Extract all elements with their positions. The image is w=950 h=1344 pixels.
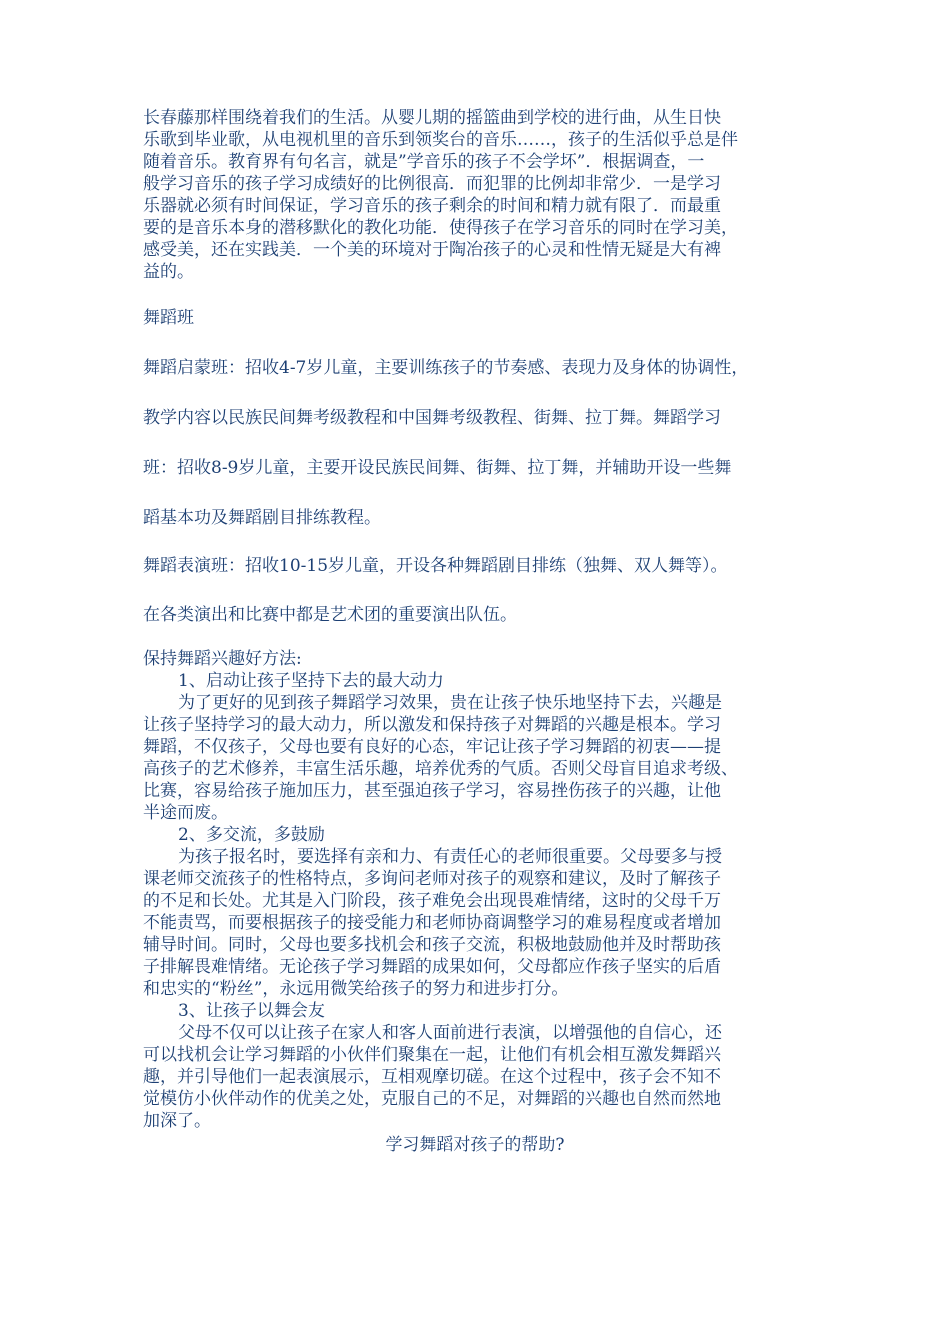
section-line: 趣，并引导他们一起表演展示，互相观摩切磋。在这个过程中，孩子会不知不	[143, 1067, 721, 1087]
dance-class-line: 在各类演出和比赛中都是艺术团的重要演出队伍。	[143, 605, 517, 625]
section-line: 让孩子坚持学习的最大动力，所以激发和保持孩子对舞蹈的兴趣是根本。学习	[143, 715, 721, 735]
section-line: 不能责骂，而要根据孩子的接受能力和老师协商调整学习的难易程度或者增加	[143, 913, 721, 933]
section-line: 子排解畏难情绪。无论孩子学习舞蹈的成果如何，父母都应作孩子坚实的后盾	[143, 957, 721, 977]
closing-heading: 学习舞蹈对孩子的帮助?	[385, 1135, 565, 1155]
section-line: 为了更好的见到孩子舞蹈学习效果，贵在让孩子快乐地坚持下去，兴趣是	[178, 693, 722, 713]
dance-class-line: 班：招收8-9岁儿童，主要开设民族民间舞、街舞、拉丁舞，并辅助开设一些舞	[143, 458, 732, 478]
section-line: 课老师交流孩子的性格特点，多询问老师对孩子的观察和建议，及时了解孩子	[143, 869, 721, 889]
section-line: 高孩子的艺术修养，丰富生活乐趣，培养优秀的气质。否则父母盲目追求考级、	[143, 759, 738, 779]
dance-class-line: 舞蹈表演班：招收10-15岁儿童，开设各种舞蹈剧目排练（独舞、双人舞等）。	[143, 556, 728, 576]
section-line: 比赛，容易给孩子施加压力，甚至强迫孩子学习，容易挫伤孩子的兴趣，让他	[143, 781, 721, 801]
section-line: 的不足和长处。尤其是入门阶段，孩子难免会出现畏难情绪，这时的父母千万	[143, 891, 721, 911]
intro-line: 长春藤那样围绕着我们的生活。从婴儿期的摇篮曲到学校的进行曲，从生日快	[143, 108, 721, 128]
intro-line: 随着音乐。教育界有句名言，就是”学音乐的孩子不会学坏”．根据调查，一	[143, 152, 705, 172]
section-line: 半途而废。	[143, 803, 228, 823]
section-line: 辅导时间。同时，父母也要多找机会和孩子交流，积极地鼓励他并及时帮助孩	[143, 935, 721, 955]
intro-line: 乐器就必须有时间保证，学习音乐的孩子剩余的时间和精力就有限了．而最重	[143, 196, 721, 216]
intro-line: 要的是音乐本身的潜移默化的教化功能．使得孩子在学习音乐的同时在学习美，	[143, 218, 738, 238]
section-line: 加深了。	[143, 1111, 211, 1131]
dance-class-line: 舞蹈启蒙班：招收4-7岁儿童，主要训练孩子的节奏感、表现力及身体的协调性，	[143, 358, 749, 378]
dance-class-heading: 舞蹈班	[143, 308, 194, 328]
section-line: 父母不仅可以让孩子在家人和客人面前进行表演，以增强他的自信心，还	[178, 1023, 722, 1043]
section-line: 可以找机会让学习舞蹈的小伙伴们聚集在一起，让他们有机会相互激发舞蹈兴	[143, 1045, 721, 1065]
section-line: 和忠实的“粉丝”，永远用微笑给孩子的努力和进步打分。	[143, 979, 569, 999]
intro-line: 感受美，还在实践美．一个美的环境对于陶冶孩子的心灵和性情无疑是大有裨	[143, 240, 721, 260]
section-line: 觉模仿小伙伴动作的优美之处，克服自己的不足，对舞蹈的兴趣也自然而然地	[143, 1089, 721, 1109]
section-line: 舞蹈，不仅孩子，父母也要有良好的心态，牢记让孩子学习舞蹈的初衷——提	[143, 737, 721, 757]
methods-heading: 保持舞蹈兴趣好方法:	[143, 649, 302, 669]
section-title: 3、让孩子以舞会友	[178, 1001, 325, 1021]
dance-class-line: 教学内容以民族民间舞考级教程和中国舞考级教程、街舞、拉丁舞。舞蹈学习	[143, 408, 721, 428]
intro-line: 般学习音乐的孩子学习成绩好的比例很高．而犯罪的比例却非常少．一是学习	[143, 174, 721, 194]
intro-line: 乐歌到毕业歌，从电视机里的音乐到领奖台的音乐……，孩子的生活似乎总是伴	[143, 130, 738, 150]
dance-class-line: 蹈基本功及舞蹈剧目排练教程。	[143, 508, 381, 528]
section-line: 为孩子报名时，要选择有亲和力、有责任心的老师很重要。父母要多与授	[178, 847, 722, 867]
intro-line: 益的。	[143, 262, 194, 282]
section-title: 1、启动让孩子坚持下去的最大动力	[178, 671, 444, 691]
section-title: 2、多交流，多鼓励	[178, 825, 325, 845]
